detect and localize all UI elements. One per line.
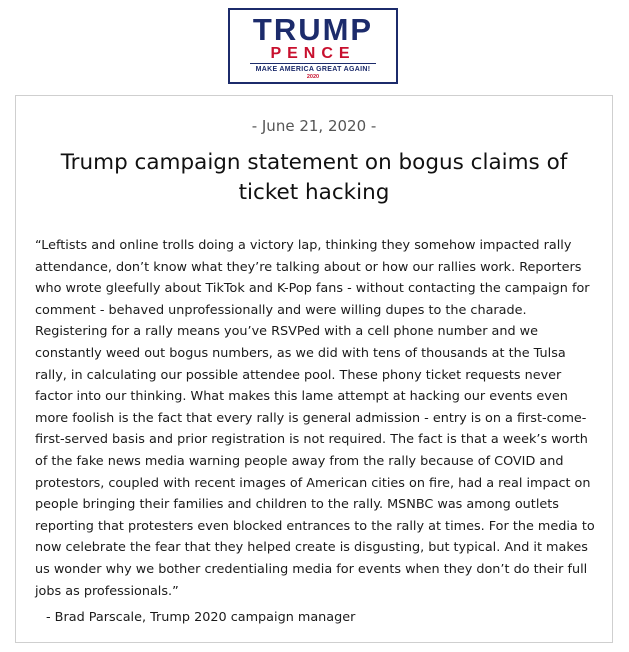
logo-divider bbox=[250, 63, 376, 64]
logo-pence-text: PENCE bbox=[270, 45, 356, 62]
campaign-logo bbox=[228, 8, 398, 84]
logo-trump-text: TRUMP bbox=[252, 12, 374, 47]
statement-date: - June 21, 2020 - bbox=[251, 117, 377, 135]
logo-slogan: MAKE AMERICA GREAT AGAIN! bbox=[255, 66, 371, 73]
statement-signature: - Brad Parscale, Trump 2020 campaign manager bbox=[46, 610, 356, 625]
statement-body: “Leftists and online trolls doing a victory lap, thinking they somehow impacted rally attendance, don’t know what they’re talking about or how our rallies work. Reporters who wrote gleefully about TikTok and K-Pop fans - without contacting the campaign for comment - behaved unprofessionally and were willing dupes to the charade. Registering for a rally means you’ve RSVPed with a cell phone number and we constantly weed out bogus numbers, as we did with tens of thousands at the Tulsa rally, in calculating our possible attendee pool. These phony ticket requests never factor into our thinking. What makes this lame attempt at hacking our events even more foolish is the fact that every rally is general admission - entry is on a first-come-first-served basis and prior registration is not required. The fact is that a week’s worth of the fake news media warning people away from the rally because of COVID and protestors, coupled with recent images of American cities on fire, had a real impact on people bringing their families and children to the rally. MSNBC was among outlets reporting that protesters even blocked entrances to the rally at times. For the media to now celebrate the fear that they helped create is disgusting, but typical. And it makes us wonder why we bother credentialing media for events when they don’t do their full jobs as professionals.” bbox=[35, 238, 595, 599]
statement-title: Trump campaign statement on bogus claims of ticket hacking bbox=[60, 150, 568, 205]
statement-card bbox=[15, 95, 613, 643]
logo-year: 2020 bbox=[306, 74, 320, 80]
